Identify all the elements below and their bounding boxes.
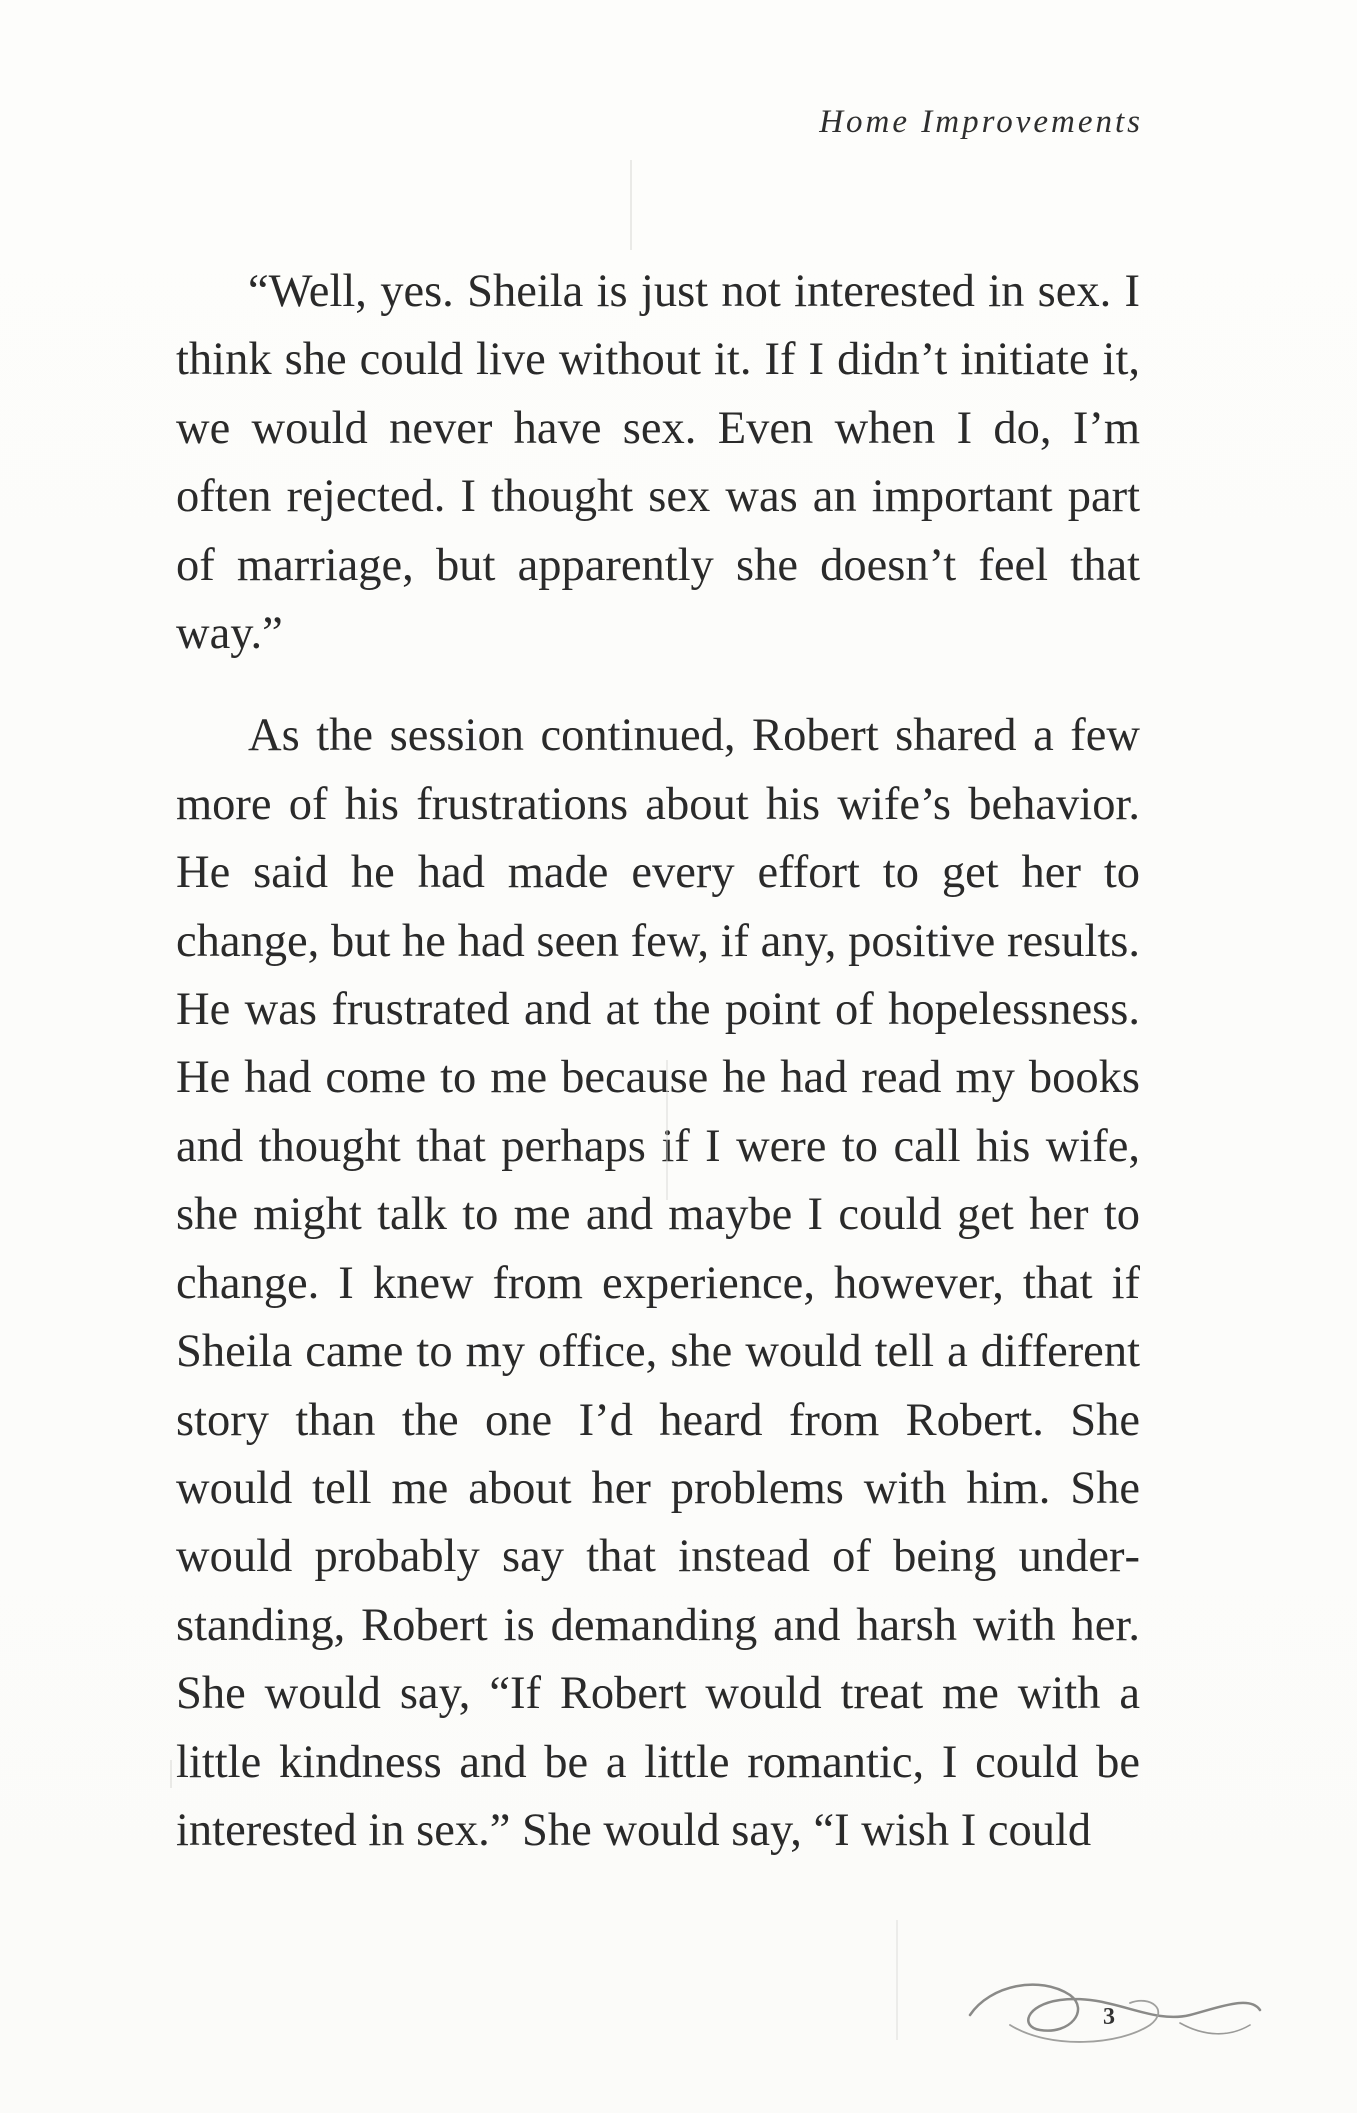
running-header: Home Improvements xyxy=(819,104,1143,140)
scan-artifact xyxy=(630,160,632,250)
scan-artifact xyxy=(170,1760,172,1788)
paragraph-2: As the session continued, Robert shared a few more of his frustrations about his wife’s behavior. He said he had made every effort to get her to change, but he had seen few, if any, positive results. He was frustrated and at the point of hopelessness. He had come to me because he had read my books and thought that perhaps if I were to call his wife, she might talk to me and maybe I could get her to change. I knew from experience, however, that if Sheila came to my office, she would tell a different story than the one I’d heard from Robert. She would tell me about her problems with him. She would probably say that instead of being understanding, Robert is demanding and harsh with her. She would say, “If Robert would treat me with a little kindness and be a little romantic, I could be interested in sex.” She would say, “I wish I could xyxy=(176,710,1140,1856)
scan-artifact xyxy=(666,1060,668,1200)
paragraph-1: “Well, yes. Sheila is just not interested in sex. I think she could live without it. If I didn’t initiate it, we would never have sex. Even when I do, I’m often rejected. I thought sex was an important part of marriage, but apparently she doesn’t feel that way.” xyxy=(176,266,1140,660)
scan-artifact xyxy=(896,1920,898,2040)
body-text xyxy=(176,258,1140,1865)
flourish-ornament-icon xyxy=(950,1955,1290,2065)
page-number: 3 xyxy=(1103,2004,1115,2030)
